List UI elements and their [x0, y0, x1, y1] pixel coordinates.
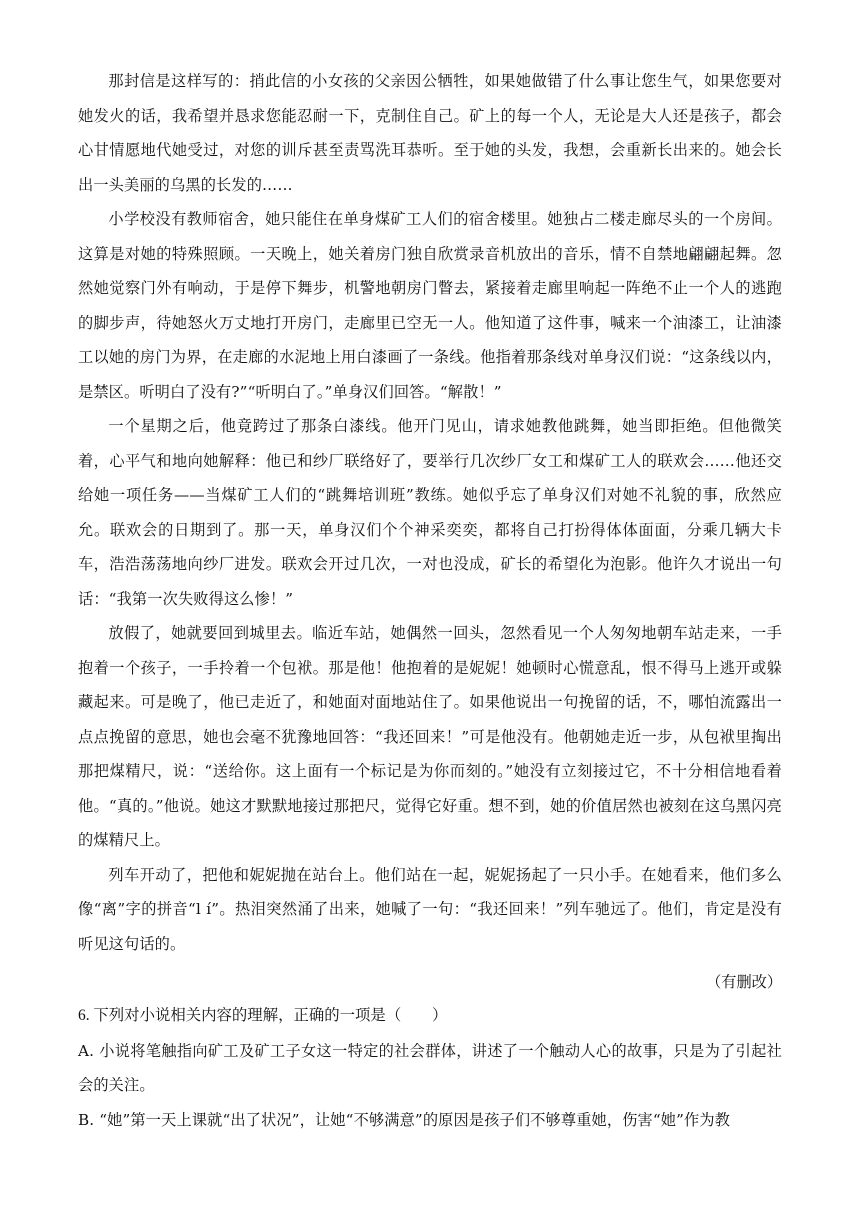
question-stem: 6. 下列对小说相关内容的理解，正确的一项是（ ）	[78, 1007, 448, 1024]
question-option-b: B. “她”第一天上课就“出了状况”，让她“不够满意”的原因是孩子们不够尊重她，伤害“她”作为教	[78, 1110, 731, 1129]
passage-paragraph-3: 一个星期之后，他竟跨过了那条白漆线。他开门见山，请求她教他跳舞，她当即拒绝。但他微笑着，心平气和地向她解释：他已和纱厂联络好了，要举行几次纱厂女工和煤矿工人的联欢会……他还交给她一项任务——当煤矿工人们的“跳舞培训班”教练。她似乎忘了单身汉们对她不礼貌的事，欣然应允。联欢会的日期到了。那一天，单身汉们个个神采奕奕，都将自己打扮得体体面面，分乘几辆大卡车，浩浩荡荡地向纱厂进发。联欢会开过几次，一对也没成，矿长的希望化为泡影。他许久才说出一句话：“我第一次失败得这么惨！”	[78, 417, 782, 608]
document-page	[78, 64, 782, 1137]
passage-paragraph-2: 小学校没有教师宿舍，她只能住在单身煤矿工人们的宿舍楼里。她独占二楼走廊尽头的一个房间。这算是对她的特殊照顾。一天晚上，她关着房门独自欣赏录音机放出的音乐，情不自禁地翩翩起舞。忽然她觉察门外有响动，于是停下舞步，机警地朝房门瞥去，紧接着走廊里响起一阵绝不止一个人的逃跑的脚步声，待她怒火万丈地打开房门，走廊里已空无一人。他知道了这件事，喊来一个油漆工，让油漆工以她的房门为界，在走廊的水泥地上用白漆画了一条线。他指着那条线对单身汉们说：“这条线以内，是禁区。听明白了没有?”“听明白了。”单身汉们回答。“解散！”	[78, 210, 782, 401]
passage-paragraph-1: 那封信是这样写的：捎此信的小女孩的父亲因公牺牲，如果她做错了什么事让您生气，如果您要对她发火的话，我希望并恳求您能忍耐一下，克制住自己。矿上的每一个人，无论是大人还是孩子，都会心甘情愿地代她受过，对您的训斥甚至责骂洗耳恭听。至于她的头发，我想，会重新长出来的。她会长出一头美丽的乌黑的长发的……	[78, 72, 782, 194]
question-option-a: A. 小说将笔触指向矿工及矿工子女这一特定的社会群体，讲述了一个触动人心的故事，只是为了引起社会的关注。	[78, 1041, 782, 1094]
passage-paragraph-5: 列车开动了，把他和妮妮抛在站台上。他们站在一起，妮妮扬起了一只小手。在她看来，他们多么像“离”字的拼音“l í”。热泪突然涌了出来，她喊了一句：“我还回来！”列车驰远了。他们，肯定是没有听见这句话的。	[78, 865, 782, 953]
passage-paragraph-4: 放假了，她就要回到城里去。临近车站，她偶然一回头，忽然看见一个人匆匆地朝车站走来，一手抱着一个孩子，一手拎着一个包袱。那是他！他抱着的是妮妮！她顿时心慌意乱，恨不得马上逃开或躲藏起来。可是晚了，他已走近了，和她面对面地站住了。如果他说出一句挽留的话，不，哪怕流露出一点点挽留的意思，她也会毫不犹豫地回答：“我还回来！”可是他没有。他朝她走近一步，从包袱里掏出那把煤精尺，说：“送给你。这上面有一个标记是为你而刻的。”她没有立刻接过它，不十分相信地看着他。“真的。”他说。她这才默默地接过那把尺，觉得它好重。想不到，她的价值居然也被刻在这乌黑闪亮的煤精尺上。	[78, 624, 782, 849]
source-note: （有删改）	[706, 973, 782, 991]
